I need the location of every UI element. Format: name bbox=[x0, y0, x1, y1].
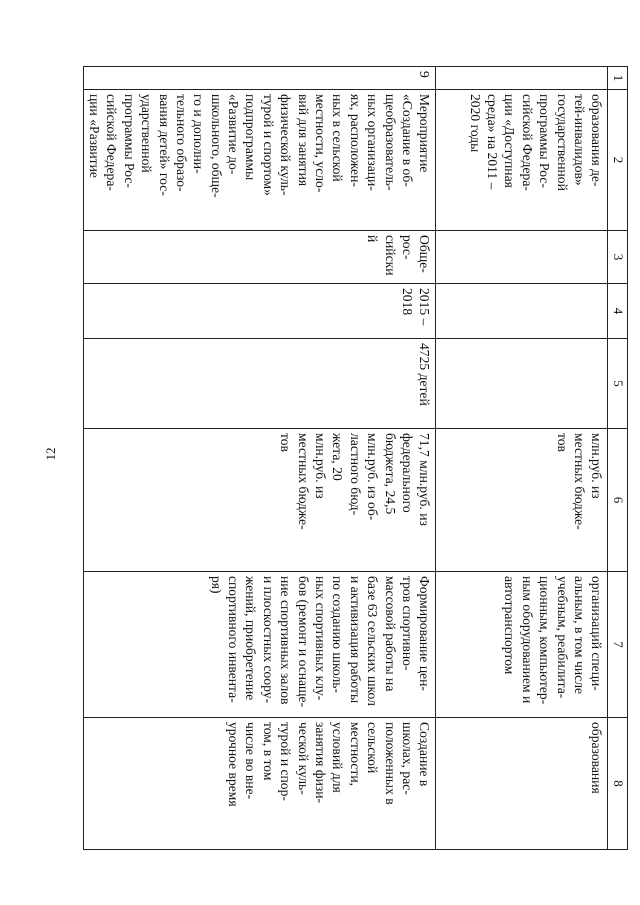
result-cell: Создание в школах, рас- положенных в сельской местности, условий для занятия физи- ческой куль- турой и спор- том, в том числе во вне- урочное время bbox=[83, 718, 436, 850]
coverage-cell bbox=[436, 339, 608, 429]
program-table bbox=[83, 66, 628, 850]
col-header-4: 4 bbox=[608, 284, 628, 339]
col-header-1: 1 bbox=[608, 67, 628, 90]
funding-cell: 71,7 млн.руб. из федерального бюджета, 24,5 млн.руб. из об- ластного бюд- жета, 20 млн.руб. из местных бюдже- тов bbox=[83, 429, 436, 572]
result-cell: образования bbox=[436, 718, 608, 850]
col-header-8: 8 bbox=[608, 718, 628, 850]
rotated-table-container bbox=[86, 66, 628, 849]
level-cell bbox=[436, 231, 608, 284]
row-number-cell bbox=[436, 67, 608, 90]
activities-cell: Формирование цен- тров спортивно- массовой работы на базе 63 сельских школ и активизация работы по созданию школь- ных спортивных клу- бов (ремонт и оснаще- ние спортивных залов и плоскостных соору- жений, приобретение спортивного инвента- ря) bbox=[83, 572, 436, 718]
period-cell bbox=[436, 284, 608, 339]
col-header-3: 3 bbox=[608, 231, 628, 284]
col-header-5: 5 bbox=[608, 339, 628, 429]
funding-cell: млн.руб. из местных бюдже- тов bbox=[436, 429, 608, 572]
col-header-7: 7 bbox=[608, 572, 628, 718]
table-row bbox=[83, 67, 436, 850]
coverage-cell: 4725 детей bbox=[83, 339, 436, 429]
event-name-cell: Мероприятие «Создание в об- щеобразователь- ных организаци- ях, расположен- ных в сельской местности, усло- вий для занятия физической куль- турой и спортом» подпрограммы «Развитие до- школьного, обще- го и дополни- тельного образо- вания детей» гос- ударственной программы Рос- сийской Федера- ции «Развитие bbox=[83, 90, 436, 231]
col-header-6: 6 bbox=[608, 429, 628, 572]
activities-cell: организаций специ- альным, в том числе учебным, реабилита- ционным, компьютер- ным оборудованием и автотранспортом bbox=[436, 572, 608, 718]
row-number-cell: 9 bbox=[83, 67, 436, 90]
table-row bbox=[436, 67, 608, 850]
page-number: 12 bbox=[43, 447, 58, 461]
period-cell: 2015 – 2018 bbox=[83, 284, 436, 339]
col-header-2: 2 bbox=[608, 90, 628, 231]
level-cell: Обще- рос- сийский bbox=[83, 231, 436, 284]
header-row bbox=[608, 67, 628, 850]
event-name-cell: образования де- тей-инвалидов» государственной программы Рос- сийской Федера- ции «Доступная среда» на 2011 – 2020 годы bbox=[436, 90, 608, 231]
